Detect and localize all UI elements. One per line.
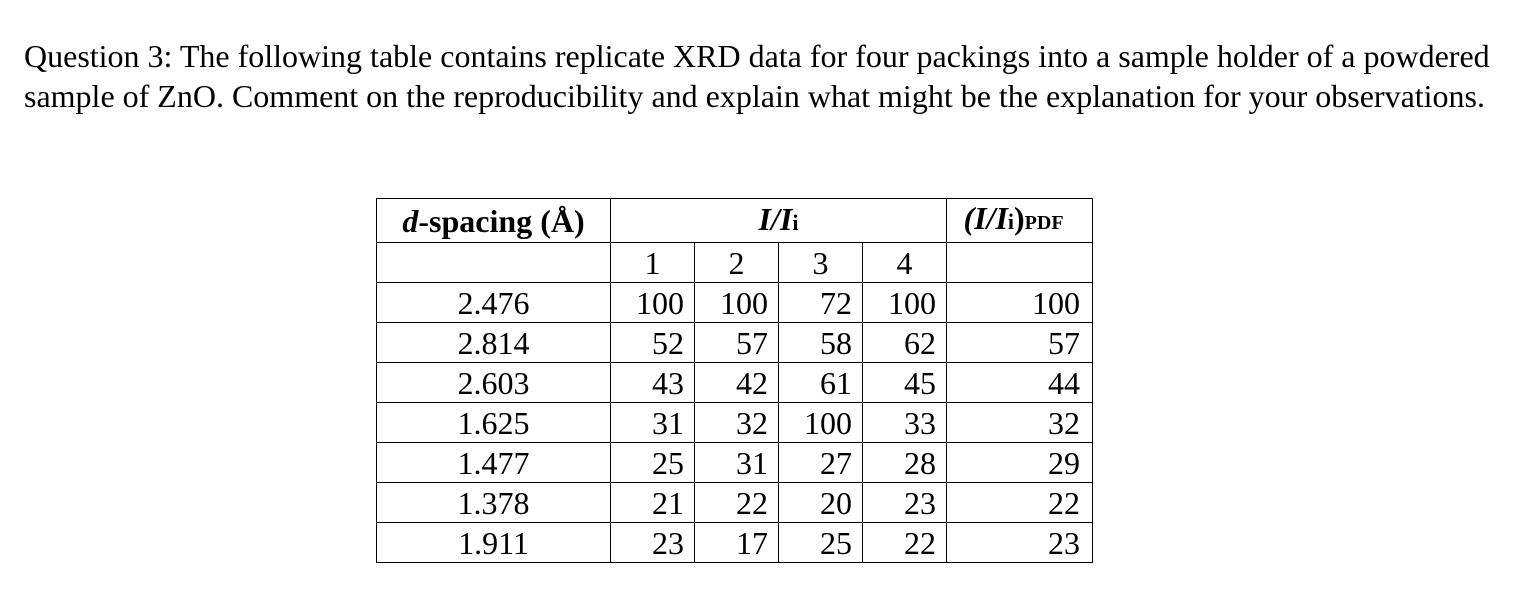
intensity-replicate-3: 58 bbox=[779, 323, 863, 363]
intensity-replicate-2: 32 bbox=[695, 403, 779, 443]
replicate-label: 1 bbox=[611, 243, 695, 283]
header-relative-intensity bbox=[611, 199, 947, 243]
xrd-data-table bbox=[376, 198, 1093, 563]
replicate-label: 2 bbox=[695, 243, 779, 283]
intensity-replicate-2: 31 bbox=[695, 443, 779, 483]
table-row bbox=[377, 483, 1093, 523]
header-ii-main: I/I bbox=[758, 200, 793, 237]
intensity-replicate-4: 62 bbox=[863, 323, 947, 363]
table-row bbox=[377, 363, 1093, 403]
intensity-replicate-3: 61 bbox=[779, 363, 863, 403]
pdf-intensity-value: 22 bbox=[947, 483, 1093, 523]
pdf-intensity-value: 44 bbox=[947, 363, 1093, 403]
intensity-replicate-1: 23 bbox=[611, 523, 695, 563]
replicate-label: 4 bbox=[863, 243, 947, 283]
d-spacing-value: 1.625 bbox=[377, 403, 611, 443]
table-header-row bbox=[377, 199, 1093, 243]
pdf-intensity-value: 29 bbox=[947, 443, 1093, 483]
intensity-replicate-4: 23 bbox=[863, 483, 947, 523]
replicate-label: 3 bbox=[779, 243, 863, 283]
intensity-replicate-1: 43 bbox=[611, 363, 695, 403]
replicate-number-row bbox=[377, 243, 1093, 283]
d-spacing-value: 1.378 bbox=[377, 483, 611, 523]
empty-cell bbox=[377, 243, 611, 283]
intensity-replicate-3: 100 bbox=[779, 403, 863, 443]
intensity-replicate-3: 25 bbox=[779, 523, 863, 563]
intensity-replicate-4: 45 bbox=[863, 363, 947, 403]
intensity-replicate-4: 22 bbox=[863, 523, 947, 563]
question-text: Question 3: The following table contains replicate XRD data for four packings into a sample holder of a powdered sample of ZnO. Comment on the reproducibility and explain what might be the explanation for your observations. bbox=[24, 38, 1490, 114]
header-pdf-sub: i bbox=[1007, 209, 1015, 234]
intensity-replicate-2: 42 bbox=[695, 363, 779, 403]
pdf-intensity-value: 57 bbox=[947, 323, 1093, 363]
intensity-replicate-2: 17 bbox=[695, 523, 779, 563]
table-row bbox=[377, 323, 1093, 363]
intensity-replicate-4: 28 bbox=[863, 443, 947, 483]
intensity-replicate-3: 27 bbox=[779, 443, 863, 483]
d-spacing-value: 2.603 bbox=[377, 363, 611, 403]
intensity-replicate-2: 57 bbox=[695, 323, 779, 363]
table-row bbox=[377, 283, 1093, 323]
d-spacing-value: 1.911 bbox=[377, 523, 611, 563]
header-pdf-open: (I/I bbox=[963, 200, 1008, 236]
table-row bbox=[377, 403, 1093, 443]
header-d-rest: -spacing (Å) bbox=[418, 202, 585, 239]
intensity-replicate-1: 25 bbox=[611, 443, 695, 483]
intensity-replicate-1: 52 bbox=[611, 323, 695, 363]
pdf-intensity-value: 100 bbox=[947, 283, 1093, 323]
intensity-replicate-1: 100 bbox=[611, 283, 695, 323]
intensity-replicate-4: 100 bbox=[863, 283, 947, 323]
header-pdf-suffix: PDF bbox=[1024, 212, 1064, 234]
intensity-replicate-4: 33 bbox=[863, 403, 947, 443]
empty-cell bbox=[947, 243, 1093, 283]
header-pdf-close: ) bbox=[1014, 200, 1025, 236]
pdf-intensity-value: 32 bbox=[947, 403, 1093, 443]
intensity-replicate-1: 21 bbox=[611, 483, 695, 523]
d-spacing-value: 2.814 bbox=[377, 323, 611, 363]
pdf-intensity-value: 23 bbox=[947, 523, 1093, 563]
intensity-replicate-3: 20 bbox=[779, 483, 863, 523]
table-row bbox=[377, 443, 1093, 483]
d-spacing-value: 2.476 bbox=[377, 283, 611, 323]
header-d-spacing bbox=[377, 199, 611, 243]
header-d-italic: d bbox=[402, 202, 419, 239]
intensity-replicate-3: 72 bbox=[779, 283, 863, 323]
intensity-replicate-2: 22 bbox=[695, 483, 779, 523]
header-pdf bbox=[947, 199, 1093, 243]
header-ii-sub: i bbox=[792, 209, 799, 235]
intensity-replicate-2: 100 bbox=[695, 283, 779, 323]
intensity-replicate-1: 31 bbox=[611, 403, 695, 443]
table-row bbox=[377, 523, 1093, 563]
d-spacing-value: 1.477 bbox=[377, 443, 611, 483]
